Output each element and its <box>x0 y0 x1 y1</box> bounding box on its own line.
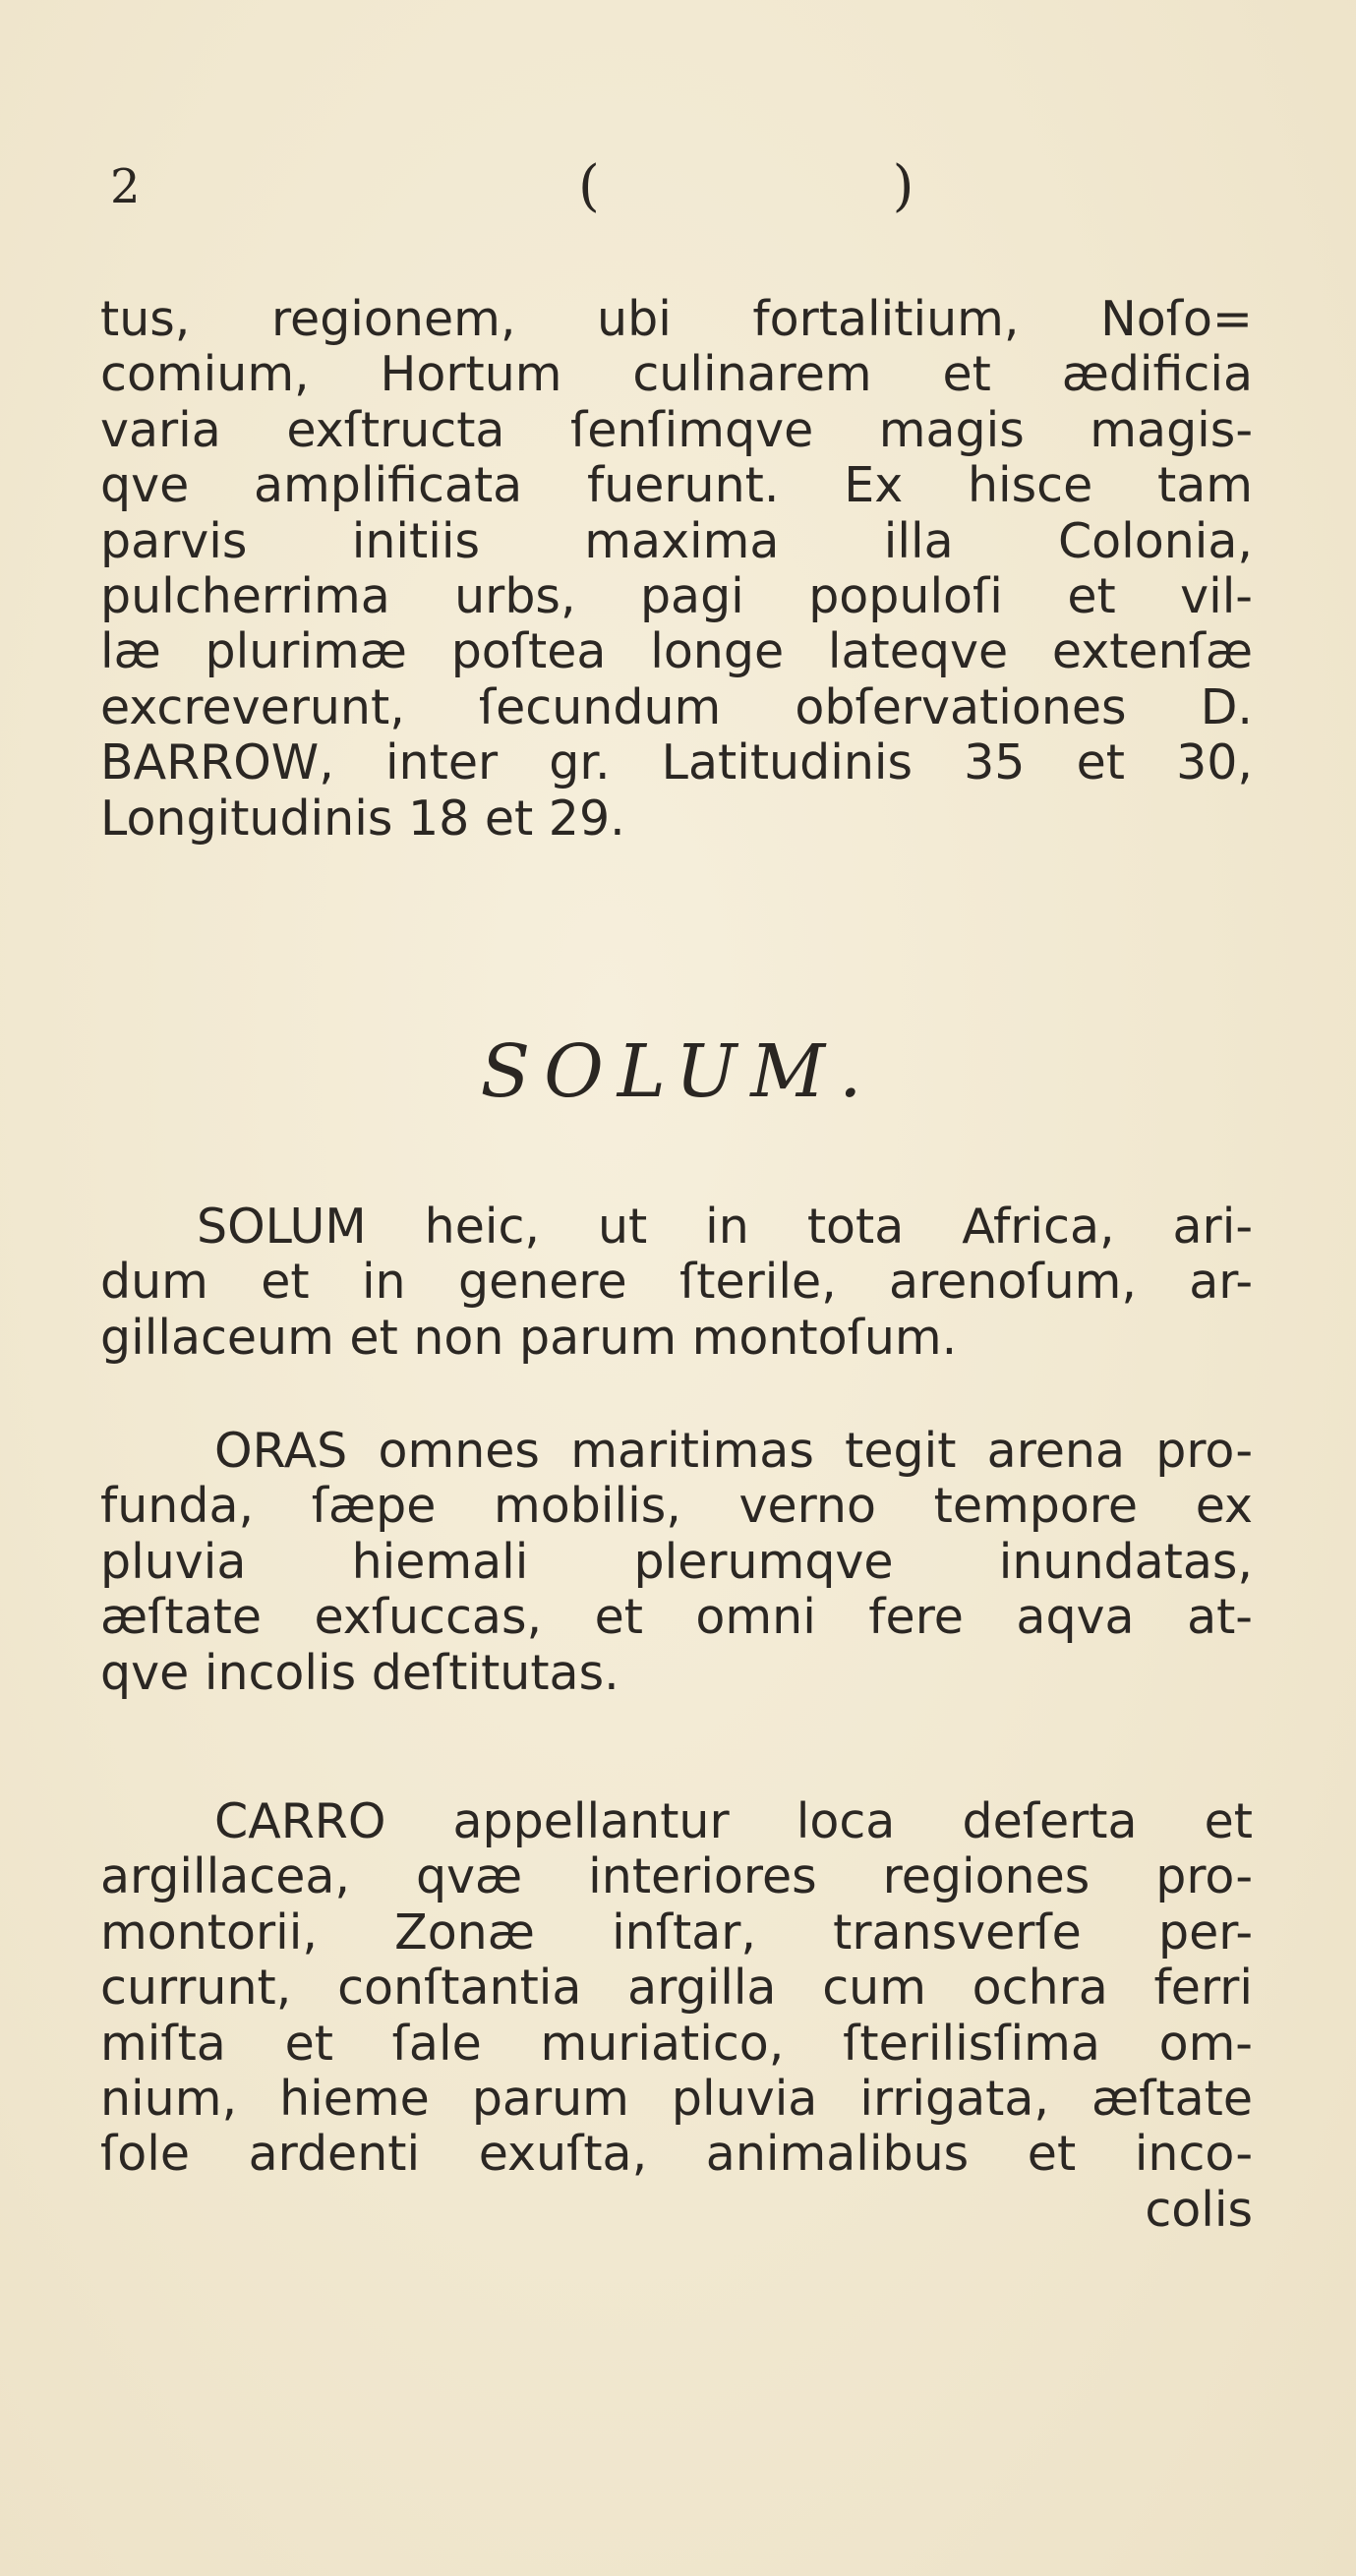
text-line: montorii, Zonæ inſtar, transverſe per- <box>100 1904 1253 1961</box>
text-line: qve incolis deſtitutas. <box>100 1645 619 1701</box>
text-line: Longitudinis 18 et 29. <box>100 790 625 847</box>
paragraph-solum <box>100 1200 1253 1366</box>
text-line: pluvia hiemali plerumqve inundatas, <box>100 1534 1253 1590</box>
intro-paragraph <box>100 292 1253 847</box>
text-line: qve amplificata fuerunt. Ex hisce tam <box>100 458 1253 514</box>
text-line: tus, regionem, ubi fortalitium, Noſo= <box>100 292 1253 347</box>
text-line: comium, Hortum culinarem et ædificia <box>100 347 1253 403</box>
text-line: pulcherrima urbs, pagi populoſi et vil- <box>100 568 1253 624</box>
text-line: parvis initiis maxima illa Colonia, <box>100 513 1253 569</box>
text-line: BARROW, inter gr. Latitudinis 35 et 30, <box>100 735 1253 791</box>
text-line: gillaceum et non parum montoſum. <box>100 1310 958 1366</box>
page-number: 2 <box>110 159 141 214</box>
text-line: æſtate exſuccas, et omni fere aqva at- <box>100 1590 1253 1646</box>
page-header <box>0 147 1356 226</box>
text-line: varia exſtructa ſenſimqve magis magis- <box>100 402 1253 458</box>
text-line: CARRO appellantur loca deſerta et <box>214 1794 1253 1849</box>
text-line: dum et in genere ſterile, arenoſum, ar- <box>100 1255 1253 1311</box>
text-line: SOLUM heic, ut in tota Africa, ari- <box>197 1200 1253 1255</box>
text-line: miſta et ſale muriatico, ſterilisſima om- <box>100 2016 1253 2072</box>
text-line: excreverunt, ſecundum obſervationes D. <box>100 679 1253 735</box>
text-line: ſole ardenti exuſta, animalibus et inco- <box>100 2127 1253 2183</box>
text-line: læ plurimæ poſtea longe lateqve extenſæ <box>100 624 1253 680</box>
catchword: colis <box>1145 2182 1253 2238</box>
text-line: nium, hieme parum pluvia irrigata, æſtate <box>100 2071 1253 2127</box>
page-bracket: ( ) <box>578 154 1052 218</box>
text-line: currunt, conſtantia argilla cum ochra ferri <box>100 1961 1253 2017</box>
text-line: argillacea, qvæ interiores regiones pro- <box>100 1849 1253 1905</box>
text-line: ORAS omnes maritimas tegit arena pro- <box>214 1424 1253 1479</box>
paragraph-oras <box>100 1424 1253 1701</box>
section-heading: SOLUM. <box>480 1029 876 1114</box>
text-line: funda, ſæpe mobilis, verno tempore ex <box>100 1479 1253 1535</box>
paragraph-carro <box>100 1794 1253 2238</box>
